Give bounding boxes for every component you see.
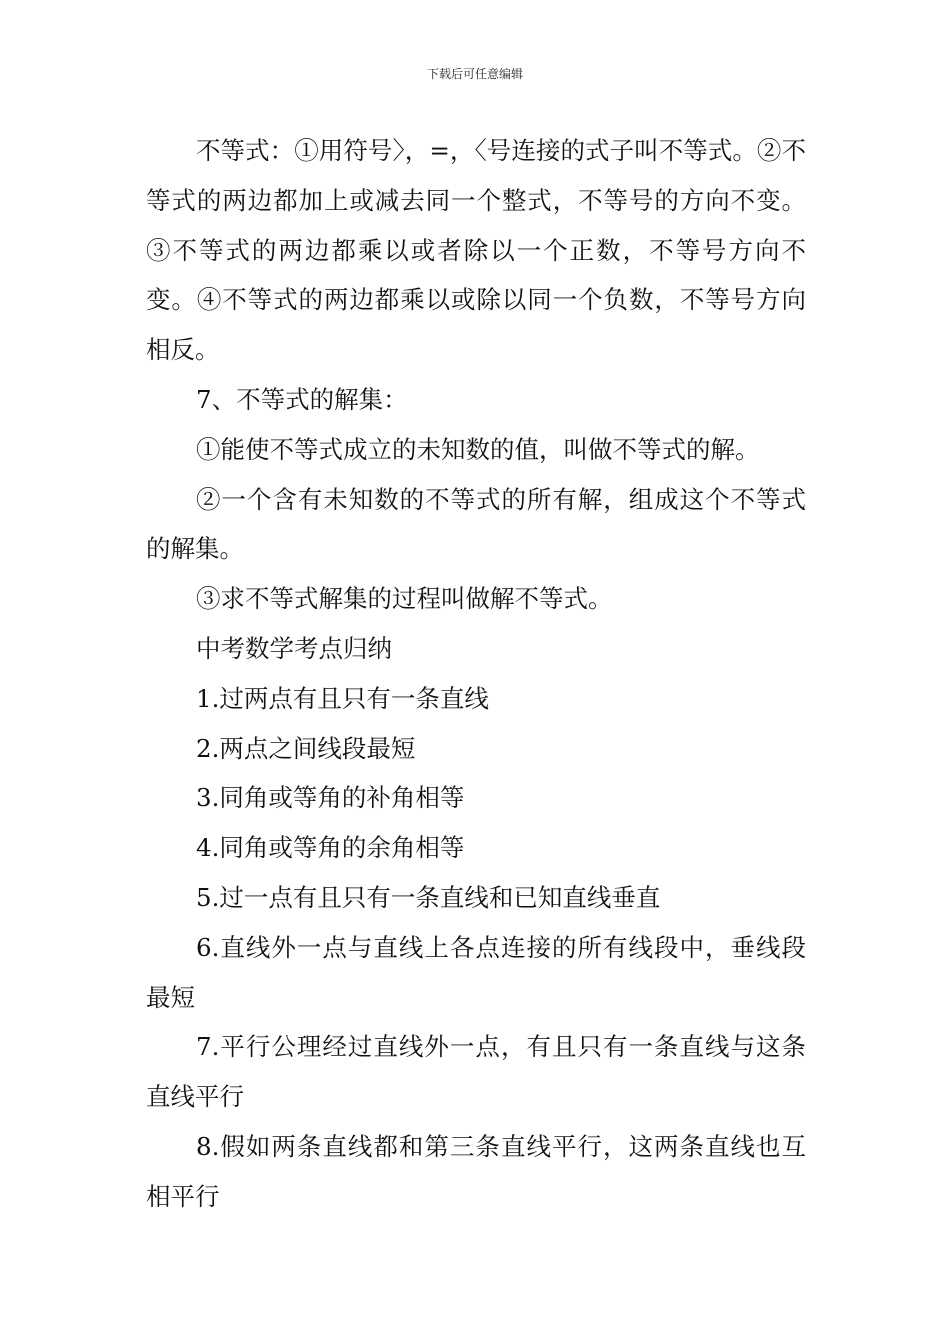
paragraph-solution-set-definition: ②一个含有未知数的不等式的所有解，组成这个不等式的解集。	[146, 484, 806, 564]
paragraph-solution-definition: ①能使不等式成立的未知数的值，叫做不等式的解。	[196, 434, 760, 464]
list-item: 6.直线外一点与直线上各点连接的所有线段中，垂线段最短	[146, 932, 806, 1012]
document-body	[146, 126, 806, 1222]
paragraph-solving-inequality: ③求不等式解集的过程叫做解不等式。	[196, 584, 613, 614]
list-item: 2.两点之间线段最短	[196, 733, 416, 763]
list-item: 5.过一点有且只有一条直线和已知直线垂直	[196, 882, 661, 912]
list-item: 8.假如两条直线都和第三条直线平行，这两条直线也互相平行	[146, 1131, 806, 1211]
paragraph-inequality-properties: 不等式：①用符号〉，=，〈号连接的式子叫不等式。②不等式的两边都加上或减去同一个整式，不等号的方向不变。③不等式的两边都乘以或者除以一个正数，不等号方向不变。④不等式的两边都乘以或除以同一个负数，不等号方向相反。	[146, 136, 806, 365]
list-item: 1.过两点有且只有一条直线	[196, 683, 489, 713]
list-item: 3.同角或等角的补角相等	[196, 783, 465, 813]
paragraph-solution-set-heading: 7、不等式的解集：	[196, 384, 408, 414]
page-header: 下载后可任意编辑	[426, 67, 523, 81]
list-item: 7.平行公理经过直线外一点，有且只有一条直线与这条直线平行	[146, 1032, 806, 1112]
section-title-exam-points: 中考数学考点归纳	[196, 633, 392, 663]
list-item: 4.同角或等角的余角相等	[196, 833, 465, 863]
